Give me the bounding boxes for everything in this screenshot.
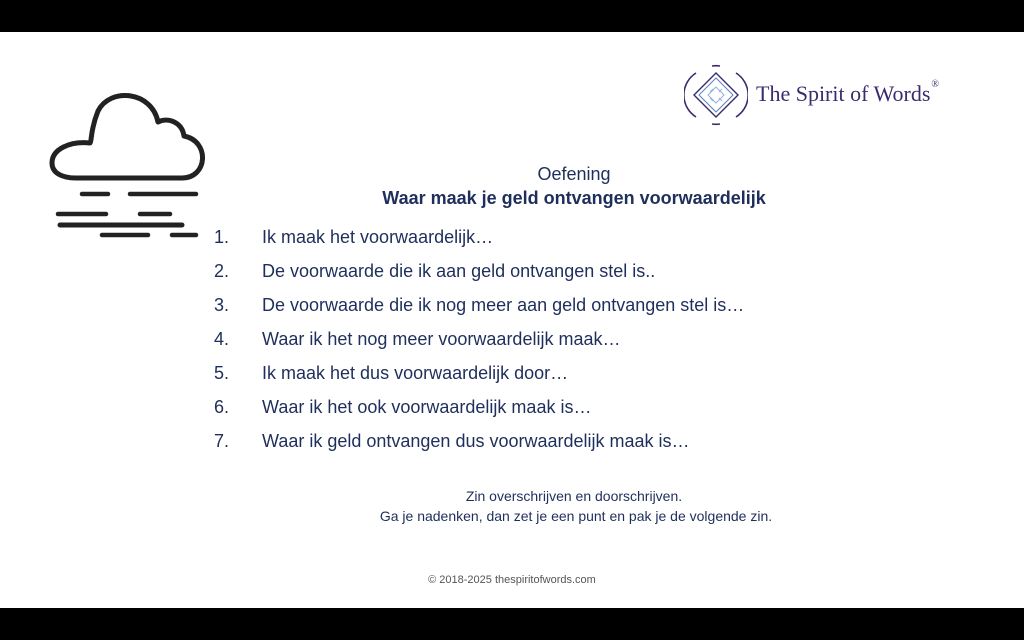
step-number: 7. — [214, 430, 230, 451]
step-number: 3. — [214, 294, 230, 315]
list-item — [214, 390, 744, 424]
step-text: Waar ik het ook voorwaardelijk maak is… — [262, 396, 592, 417]
list-item — [214, 288, 744, 322]
list-item — [214, 356, 744, 390]
step-text: Ik maak het dus voorwaardelijk door… — [262, 362, 569, 383]
logo-text — [756, 81, 939, 107]
step-number: 5. — [214, 362, 230, 383]
step-number: 2. — [214, 260, 230, 281]
registered-mark: ® — [931, 79, 940, 90]
brand-logo — [684, 62, 939, 128]
list-item — [214, 220, 744, 254]
instruction-line: Ga je nadenken, dan zet je een punt en pak je de volgende zin. — [379, 508, 773, 524]
instruction-line: Zin overschrijven en doorschrijven. — [465, 488, 683, 504]
step-text: Ik maak het voorwaardelijk… — [262, 226, 494, 247]
step-text: De voorwaarde die ik nog meer aan geld ontvangen stel is… — [262, 294, 745, 315]
step-text: Waar ik het nog meer voorwaardelijk maak… — [262, 328, 621, 349]
list-item — [214, 322, 744, 356]
step-text: Waar ik geld ontvangen dus voorwaardelijk maak is… — [262, 430, 690, 451]
diamond-emblem-icon — [684, 63, 748, 127]
steps-list — [214, 220, 744, 458]
slide — [0, 32, 1024, 608]
copyright-footer: © 2018-2025 thespiritofwords.com — [428, 574, 596, 586]
list-item — [214, 424, 744, 458]
logo-name: The Spirit of Words — [756, 81, 931, 106]
exercise-label: Oefening — [537, 164, 611, 184]
list-item — [214, 254, 744, 288]
exercise-title: Waar maak je geld ontvangen voorwaardelijk — [382, 188, 766, 208]
fog-lines-icon — [46, 182, 216, 272]
step-number: 4. — [214, 328, 230, 349]
step-number: 1. — [214, 226, 230, 247]
step-text: De voorwaarde die ik aan geld ontvangen stel is.. — [262, 260, 656, 281]
step-number: 6. — [214, 396, 230, 417]
